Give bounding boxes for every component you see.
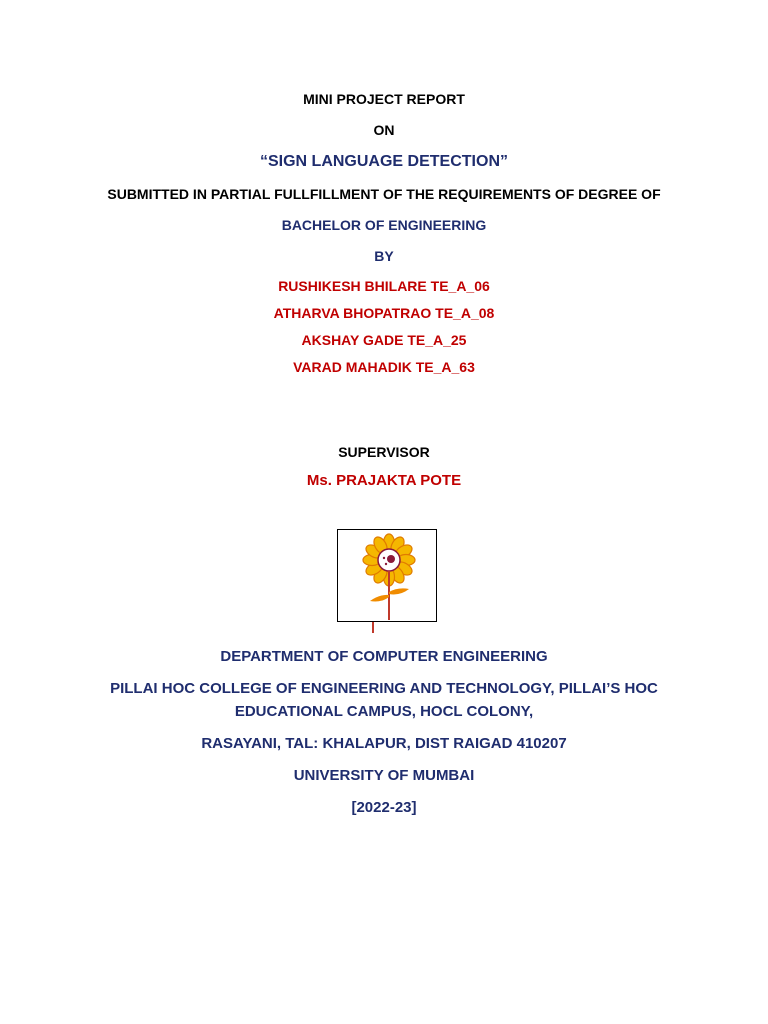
report-type-label: MINI PROJECT REPORT <box>303 91 465 107</box>
supervisor-label: SUPERVISOR <box>338 444 430 460</box>
degree-name: BACHELOR OF ENGINEERING <box>281 217 487 233</box>
logo-stem-tail <box>372 622 374 633</box>
submission-statement: SUBMITTED IN PARTIAL FULLFILLMENT OF THE REQUIREMENTS OF DEGREE OF <box>107 186 661 202</box>
department-name: DEPARTMENT OF COMPUTER ENGINEERING <box>220 648 548 665</box>
academic-year: [2022-23] <box>351 799 417 816</box>
student-name: AKSHAY GADE TE_A_25 <box>301 332 467 348</box>
student-name: VARAD MAHADIK TE_A_63 <box>293 359 475 375</box>
by-label: BY <box>374 248 394 264</box>
project-title: “SIGN LANGUAGE DETECTION” <box>259 153 508 170</box>
supervisor-name: Ms. PRAJAKTA POTE <box>306 472 462 489</box>
on-label: ON <box>373 122 395 138</box>
student-name: ATHARVA BHOPATRAO TE_A_08 <box>273 305 495 321</box>
student-name: RUSHIKESH BHILARE TE_A_06 <box>278 278 490 294</box>
university-name: UNIVERSITY OF MUMBAI <box>293 767 475 784</box>
college-name-line-1: PILLAI HOC COLLEGE OF ENGINEERING AND TECHNOLOGY, PILLAI’S HOC <box>110 680 658 697</box>
sunflower-logo-icon <box>338 530 435 620</box>
college-name-line-2: EDUCATIONAL CAMPUS, HOCL COLONY, <box>234 703 534 720</box>
college-address: RASAYANI, TAL: KHALAPUR, DIST RAIGAD 410207 <box>201 735 567 752</box>
college-logo <box>337 529 437 622</box>
